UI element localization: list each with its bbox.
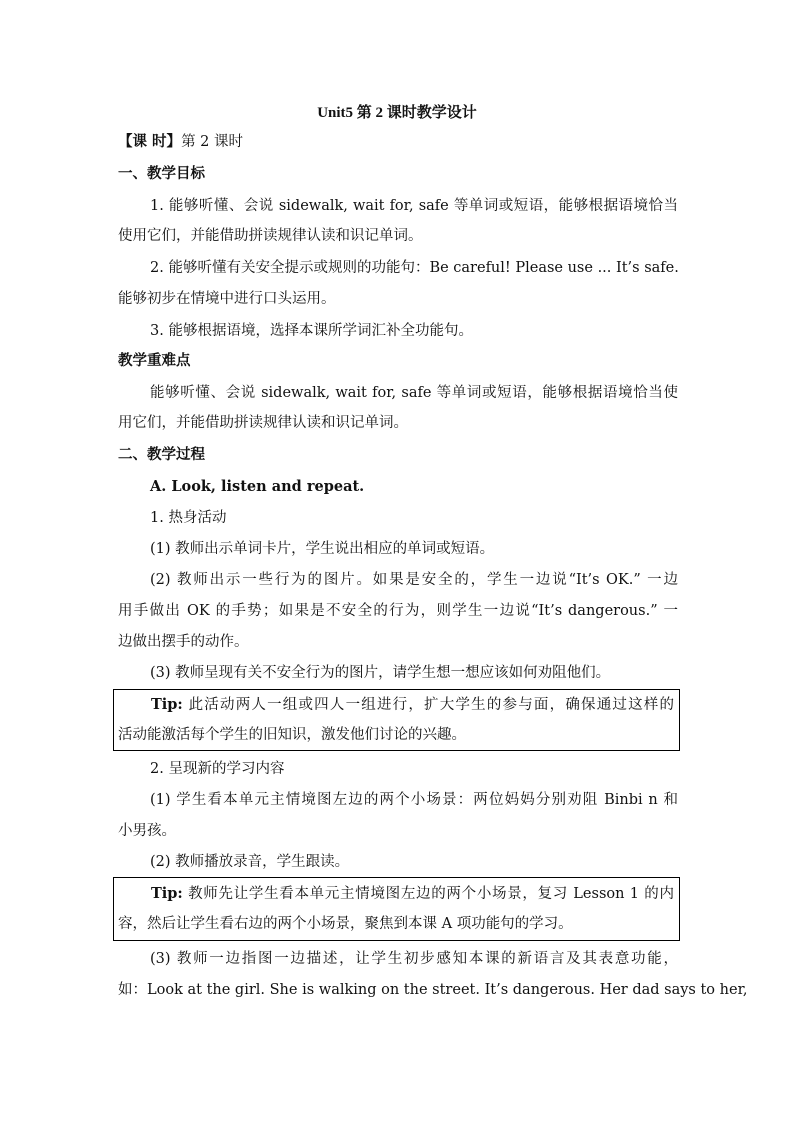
tip2-text: 教师先让学生看本单元主情境图左边的两个小场景，复习 Lesson 1 的内	[182, 886, 674, 902]
lesson-label: 【课 时】	[118, 133, 182, 150]
lesson-value: 第 2 课时	[181, 134, 244, 150]
step1-item2-line2: 用手做出 OK 的手势；如果是不安全的行为，则学生一边说“It’s dangerous.” 一	[118, 603, 678, 619]
objective-1-line1: 1. 能够听懂、会说 sidewalk, wait for, safe 等单词或短语，能够根据语境恰当	[150, 198, 678, 214]
step1-item2-line3: 边做出摆手的动作。	[118, 634, 249, 650]
document-title: Unit5 第 2 课时教学设计	[317, 105, 477, 121]
objective-2-line2: 能够初步在情境中进行口头运用。	[118, 291, 336, 307]
tip-box-1	[113, 689, 680, 751]
objective-3: 3. 能够根据语境，选择本课所学词汇补全功能句。	[150, 323, 473, 339]
subsection-a-heading: A. Look, listen and repeat.	[150, 478, 365, 495]
step1-item2-line1: (2) 教师出示一些行为的图片。如果是安全的，学生一边说“It’s OK.” 一边	[150, 572, 678, 588]
tip1-line2: 活动能激活每个学生的旧知识，激发他们讨论的兴趣。	[118, 727, 466, 743]
keypoints-line2: 用它们，并能借助拼读规律认读和识记单词。	[118, 415, 408, 431]
tip2-line2: 容，然后让学生看右边的两个小场景，聚焦到本课 A 项功能句的学习。	[118, 916, 573, 932]
tip2-line1	[151, 883, 674, 905]
step1-item3: (3) 教师呈现有关不安全行为的图片，请学生想一想应该如何劝阻他们。	[150, 665, 611, 681]
section2-heading: 二、教学过程	[118, 446, 205, 463]
step2-item2: (2) 教师播放录音，学生跟读。	[150, 854, 350, 870]
lesson-row	[118, 131, 678, 153]
tip1-text: 此活动两人一组或四人一组进行，扩大学生的参与面，确保通过这样的	[182, 697, 674, 713]
step2-item1-line1: (1) 学生看本单元主情境图左边的两个小场景：两位妈妈分别劝阻 Binbi n 和	[150, 792, 678, 808]
objective-2-line1: 2. 能够听懂有关安全提示或规则的功能句：Be careful! Please use ... It’s safe.	[150, 260, 679, 276]
step2-item3-line1: (3) 教师一边指图一边描述，让学生初步感知本课的新语言及其表意功能，	[150, 951, 678, 967]
keypoints-line1: 能够听懂、会说 sidewalk, wait for, safe 等单词或短语，能够根据语境恰当使	[150, 385, 678, 401]
tip2-label: Tip:	[151, 885, 183, 902]
tip-box-2	[113, 877, 680, 941]
tip1-line1	[151, 694, 674, 716]
section1-heading: 一、教学目标	[118, 165, 205, 182]
objective-1-line2: 使用它们，并能借助拼读规律认读和识记单词。	[118, 228, 423, 244]
keypoints-heading: 教学重难点	[118, 352, 191, 369]
step2-item3-line2: 如：Look at the girl. She is walking on the street. It’s dangerous. Her dad says to her,	[118, 982, 748, 998]
step1-item1: (1) 教师出示单词卡片，学生说出相应的单词或短语。	[150, 541, 495, 557]
step1-heading: 1. 热身活动	[150, 510, 227, 526]
tip1-label: Tip:	[151, 696, 183, 713]
step2-heading: 2. 呈现新的学习内容	[150, 761, 285, 777]
step2-item1-line2: 小男孩。	[118, 823, 176, 839]
